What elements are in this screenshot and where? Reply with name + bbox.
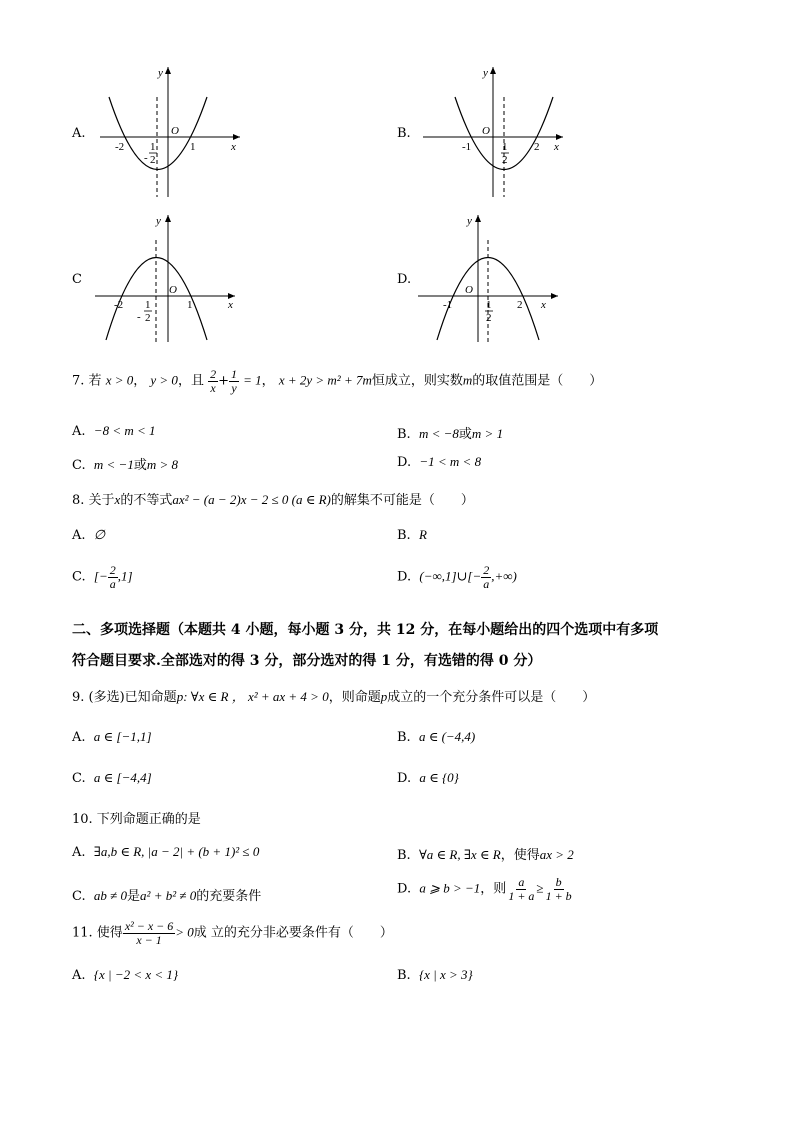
graph-c-half-num: 1 <box>145 299 151 311</box>
graph-c-x-label: x <box>228 299 233 311</box>
graph-b-svg <box>418 62 568 202</box>
q11-option-b[interactable]: B. {x | x > 3} <box>397 967 473 983</box>
graph-b-letter: B. <box>397 126 411 141</box>
graph-d-half-den: 2 <box>486 312 492 324</box>
graph-b-y-label: y <box>483 67 488 79</box>
q10-option-b[interactable]: B. ∀a ∈ R, ∃x ∈ R，使得ax > 2 <box>397 847 574 863</box>
graph-d-y-label: y <box>467 215 472 227</box>
graph-d-letter: D. <box>397 272 412 287</box>
graph-b <box>418 62 568 206</box>
graph-c <box>92 210 242 354</box>
graph-a-x-label: x <box>231 141 236 153</box>
q9-option-d[interactable]: D. a ∈ {0} <box>397 770 459 786</box>
graph-a-letter: A. <box>72 126 86 141</box>
q10-option-d[interactable]: D. a ⩾ b > −1，则 $\frac{a}{1 + a}$ ≥ $\frac{b}{1 + b}$ <box>397 875 572 903</box>
q7-option-b[interactable]: B. m < −8或m > 1 <box>397 426 504 442</box>
graph-d-svg <box>415 210 565 350</box>
q11-stem: 11. 使得 $\frac{\text{x² − x − 6}}{x - 1}$ > 0成 立的充分非必要条件有（ ） <box>72 919 393 947</box>
q7-option-c[interactable]: C. m < −1或m > 8 <box>72 457 179 473</box>
graph-a-svg <box>95 62 245 202</box>
graph-a-half-num: 1 <box>150 141 156 153</box>
graph-c-half-neg: - <box>137 311 141 323</box>
graph-a-y-arrow <box>165 67 171 74</box>
graph-d-origin: O <box>465 284 473 296</box>
graph-a-tick-neg: -2 <box>115 141 125 153</box>
graph-b-tick-pos: 2 <box>534 141 540 153</box>
graph-b-x-label: x <box>554 141 559 153</box>
graph-d-half-num: 1 <box>486 299 492 311</box>
graph-d-tick-neg: -1 <box>443 299 453 311</box>
q10-option-c[interactable]: C. ab ≠ 0是a² + b² ≠ 0的充要条件 <box>72 888 262 904</box>
graph-b-origin: O <box>482 125 490 137</box>
q10-stem: 10. 下列命题正确的是 <box>72 812 201 827</box>
graph-a-tick-pos: 1 <box>190 141 196 153</box>
q9-option-a[interactable]: A. a ∈ [−1,1] <box>72 729 152 745</box>
graph-a-x-arrow <box>233 134 240 140</box>
graph-c-y-label: y <box>156 215 161 227</box>
q8-option-d[interactable]: D. (−∞,1]∪[− $\frac{2}{a}$ ,+∞) <box>397 563 517 591</box>
q8-stem: 8. 关于x的不等式ax² − (a − 2)x − 2 ≤ 0 (a ∈ R)的解集不可能是（ ） <box>72 492 474 508</box>
q8-option-b[interactable]: B. R <box>397 527 427 543</box>
graph-c-svg <box>92 210 242 350</box>
q7-option-a[interactable]: A. −8 < m < 1 <box>72 423 156 439</box>
graph-c-tick-neg: -2 <box>114 299 124 311</box>
graph-a-parabola <box>109 97 207 170</box>
graph-c-tick-pos: 1 <box>187 299 193 311</box>
graph-c-origin: O <box>169 284 177 296</box>
q9-option-c[interactable]: C. a ∈ [−4,4] <box>72 770 152 786</box>
graph-b-half-den: 2 <box>502 154 508 166</box>
graph-a-origin: O <box>171 125 179 137</box>
graph-b-half-num: 1 <box>502 141 508 153</box>
section2-heading-line1: 二、多项选择题（本题共 4 小题，每小题 3 分，共 12 分，在每小题给出的四个选项中有多项 <box>72 622 659 638</box>
graph-a-half-neg: - <box>144 152 148 164</box>
q7-option-d[interactable]: D. −1 < m < 8 <box>397 454 482 470</box>
graph-c-letter: C <box>72 272 82 287</box>
graph-a-y-label: y <box>158 67 163 79</box>
q10-option-a[interactable]: A. ∃a,b ∈ R, |a − 2| + (b + 1)² ≤ 0 <box>72 844 260 860</box>
q9-stem: 9. (多选)已知命题p: ∀x ∈ R ， x² + ax + 4 > 0，则命题p成立的一个充分条件可以是（ ） <box>72 689 596 705</box>
graph-d-tick-pos: 2 <box>517 299 523 311</box>
q7-stem: 7. 若 x > 0， y > 0，且 $\frac{2}{x}$ + $\frac{1}{y}$ = 1， x + 2y > m² + 7m恒成立，则实数m的取值范围是（ ） <box>72 367 603 395</box>
graph-a-half-den: 2 <box>150 154 156 166</box>
q11-option-a[interactable]: A. {x | −2 < x < 1} <box>72 967 179 983</box>
graph-a <box>95 62 245 206</box>
q8-option-a[interactable]: A. ∅ <box>72 527 106 543</box>
graph-d <box>415 210 565 354</box>
graph-b-tick-neg: -1 <box>462 141 472 153</box>
q8-option-c[interactable]: C. [− $\frac{2}{a}$ ,1] <box>72 563 133 591</box>
graph-c-half-den: 2 <box>145 312 151 324</box>
graph-d-x-label: x <box>541 299 546 311</box>
section2-heading-line2: 符合题目要求.全部选对的得 3 分，部分选对的得 1 分，有选错的得 0 分） <box>72 653 542 669</box>
q9-option-b[interactable]: B. a ∈ (−4,4) <box>397 729 476 745</box>
